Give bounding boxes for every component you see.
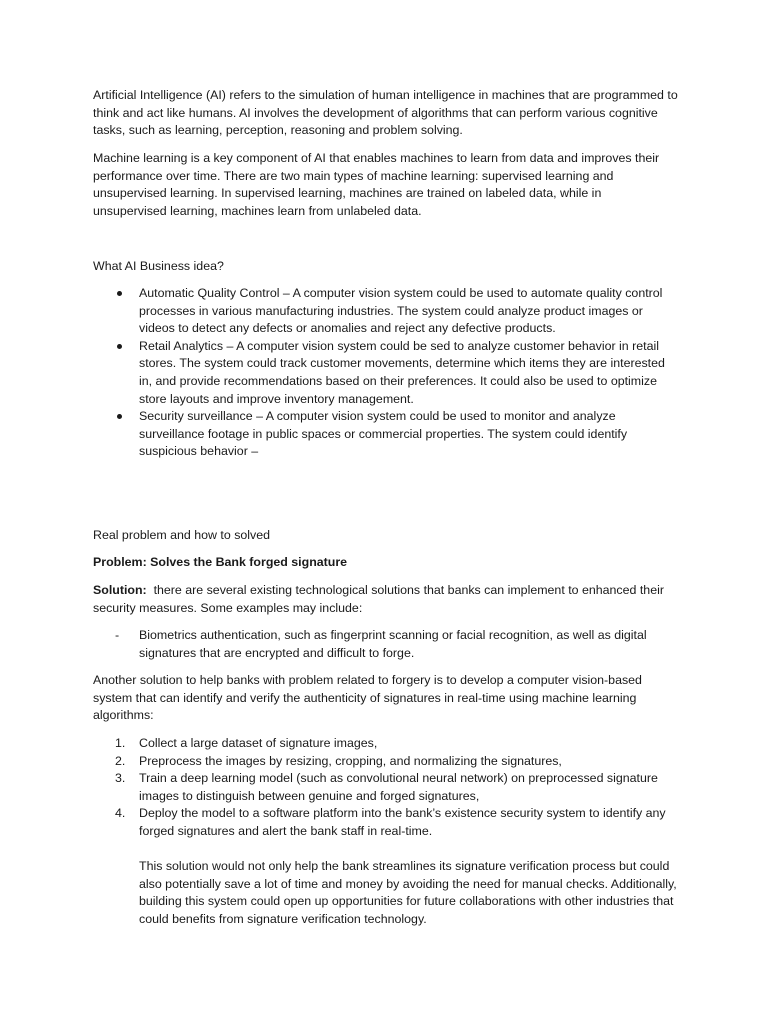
step-number: 1. <box>115 736 126 750</box>
step-number: 2. <box>115 753 126 768</box>
business-ideas-list <box>93 285 678 461</box>
solution-paragraph <box>93 582 678 617</box>
problem-section-heading: Real problem and how to solved <box>93 528 271 542</box>
step-number: 3. <box>115 771 126 786</box>
bullet-icon <box>117 414 122 419</box>
list-item <box>93 285 678 338</box>
another-solution-paragraph: Another solution to help banks with problem related to forgery is to develop a computer vision-based system that can identify and verify the authenticity of signatures in real-time using machine learning algorithms: <box>93 673 642 723</box>
list-item <box>93 338 678 408</box>
conclusion-paragraph: This solution would not only help the bank streamlines its signature verification process but could also potentially save a lot of time and money by avoiding the need for manual checks. Additionally, building this system could open up opportunities for future collaborations with other industries that could benefits from signature verification technology. <box>139 859 677 926</box>
dash-marker: - <box>115 628 120 642</box>
intro-paragraph-ml: Machine learning is a key component of AI that enables machines to learn from data and improves their performance over time. There are two main types of machine learning: supervised learning and unsupervised learning. In supervised learning, machines are trained on labeled data, while in unsupervised learning, machines learn from unlabeled data. <box>93 151 660 218</box>
business-question: What AI Business idea? <box>93 259 224 273</box>
business-idea-security-surveillance: Security surveillance – A computer vision system could be used to monitor and analyze surveillance footage in public spaces or commercial properties. The system could identify suspicious behavior – <box>139 409 628 459</box>
solution-text: there are several existing technological solutions that banks can implement to enhanced their security measures. Some examples may include: <box>93 583 664 615</box>
step-number: 4. <box>115 806 126 821</box>
list-item <box>93 753 678 771</box>
business-idea-retail-analytics: Retail Analytics – A computer vision system could be sed to analyze customer behavior in retail stores. The system could track customer movements, determine which items they are interested in, and provide recommendations based on their preferences. It could also be used to optimize store layouts and improve inventory management. <box>139 338 665 406</box>
list-item <box>93 805 678 840</box>
bullet-icon <box>117 344 122 349</box>
intro-paragraph-ai: Artificial Intelligence (AI) refers to the simulation of human intelligence in machines that are programmed to think and act like humans. AI involves the development of algorithms that can perform various cognitive tasks, such as learning, perception, reasoning and problem solving. <box>93 88 678 138</box>
business-idea-quality-control: Automatic Quality Control – A computer vision system could be used to automate quality control processes in various manufacturing industries. The system could analyze product images or videos to detect any defects or anomalies and reject any defective products. <box>139 286 663 336</box>
bullet-icon <box>117 291 122 296</box>
solution-examples-list <box>93 627 678 662</box>
step-text: Collect a large dataset of signature images, <box>139 736 378 750</box>
step-text: Train a deep learning model (such as convolutional neural network) on preprocessed signature images to distinguish between genuine and forged signatures, <box>139 771 658 803</box>
list-item <box>93 408 678 461</box>
biometrics-item: Biometrics authentication, such as fingerprint scanning or facial recognition, as well as digital signatures that are encrypted and difficult to forge. <box>139 628 647 660</box>
list-item <box>93 735 678 753</box>
step-text: Preprocess the images by resizing, cropping, and normalizing the signatures, <box>139 753 562 768</box>
step-text: Deploy the model to a software platform into the bank’s existence security system to identify any forged signatures and alert the bank staff in real-time. <box>139 806 666 838</box>
solution-steps-list <box>93 735 678 841</box>
list-item <box>93 770 678 805</box>
solution-label: Solution: <box>93 583 147 597</box>
problem-statement: Problem: Solves the Bank forged signature <box>93 555 348 569</box>
list-item <box>93 627 678 662</box>
